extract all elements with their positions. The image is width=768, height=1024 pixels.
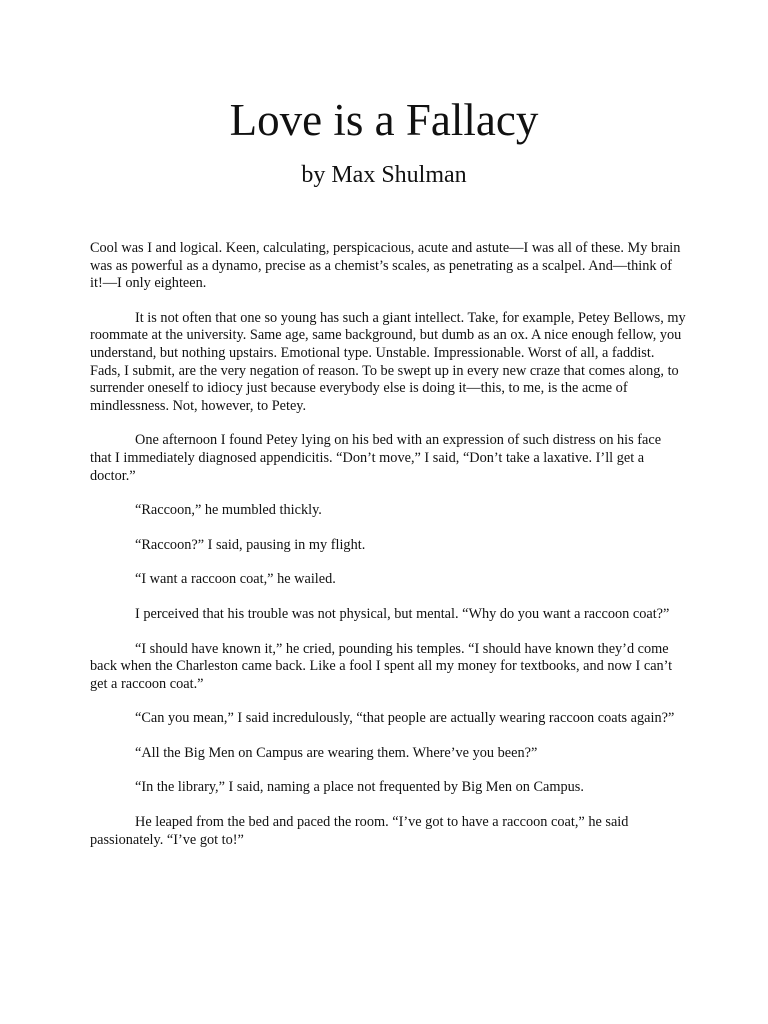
paragraph: One afternoon I found Petey lying on his bed with an expression of such distress on his face that I immediately diagnosed appendicitis. “Don’t move,” I said, “Don’t take a laxative. I’ll get a doctor.” <box>90 432 662 484</box>
paragraph: He leaped from the bed and paced the room. “I’ve got to have a raccoon coat,” he said passionately. “I’ve got to!” <box>90 814 629 848</box>
paragraph: “I want a raccoon coat,” he wailed. <box>135 571 336 588</box>
paragraph: “Raccoon,” he mumbled thickly. <box>135 502 322 519</box>
paragraph: “In the library,” I said, naming a place not frequented by Big Men on Campus. <box>135 779 584 796</box>
paragraph: “All the Big Men on Campus are wearing them. Where’ve you been?” <box>135 744 538 761</box>
paragraph: It is not often that one so young has such a giant intellect. Take, for example, Petey Bellows, my roommate at the university. Same age, same background, but dumb as an ox. A nice enough fellow, you understand, but nothing upstairs. Emotional type. Unstable. Impressionable. Worst of all, a faddist. Fads, I submit, are the very negation of reason. To be swept up in every new craze that comes along, to surrender oneself to idiocy just because everybody else is doing it—this, to me, is the acme of mindlessness. Not, however, to Petey. <box>90 309 686 414</box>
paragraph: I perceived that his trouble was not physical, but mental. “Why do you want a raccoon coat?” <box>135 605 670 622</box>
story-body <box>90 240 686 866</box>
document-title: Love is a Fallacy <box>229 95 539 145</box>
paragraph: “Raccoon?” I said, pausing in my flight. <box>135 536 366 553</box>
paragraph: “Can you mean,” I said incredulously, “that people are actually wearing raccoon coats again?” <box>135 710 675 727</box>
paragraph: “I should have known it,” he cried, pounding his temples. “I should have known they’d come back when the Charleston came back. Like a fool I spent all my money for textbooks, and now I can’t get a raccoon coat.” <box>90 640 673 692</box>
author-byline: by Max Shulman <box>301 162 467 188</box>
paragraph: Cool was I and logical. Keen, calculating, perspicacious, acute and astute—I was all of these. My brain was as powerful as a dynamo, precise as a chemist’s scales, as penetrating as a scalpel. And—think of it!—I only eighteen. <box>90 240 681 292</box>
